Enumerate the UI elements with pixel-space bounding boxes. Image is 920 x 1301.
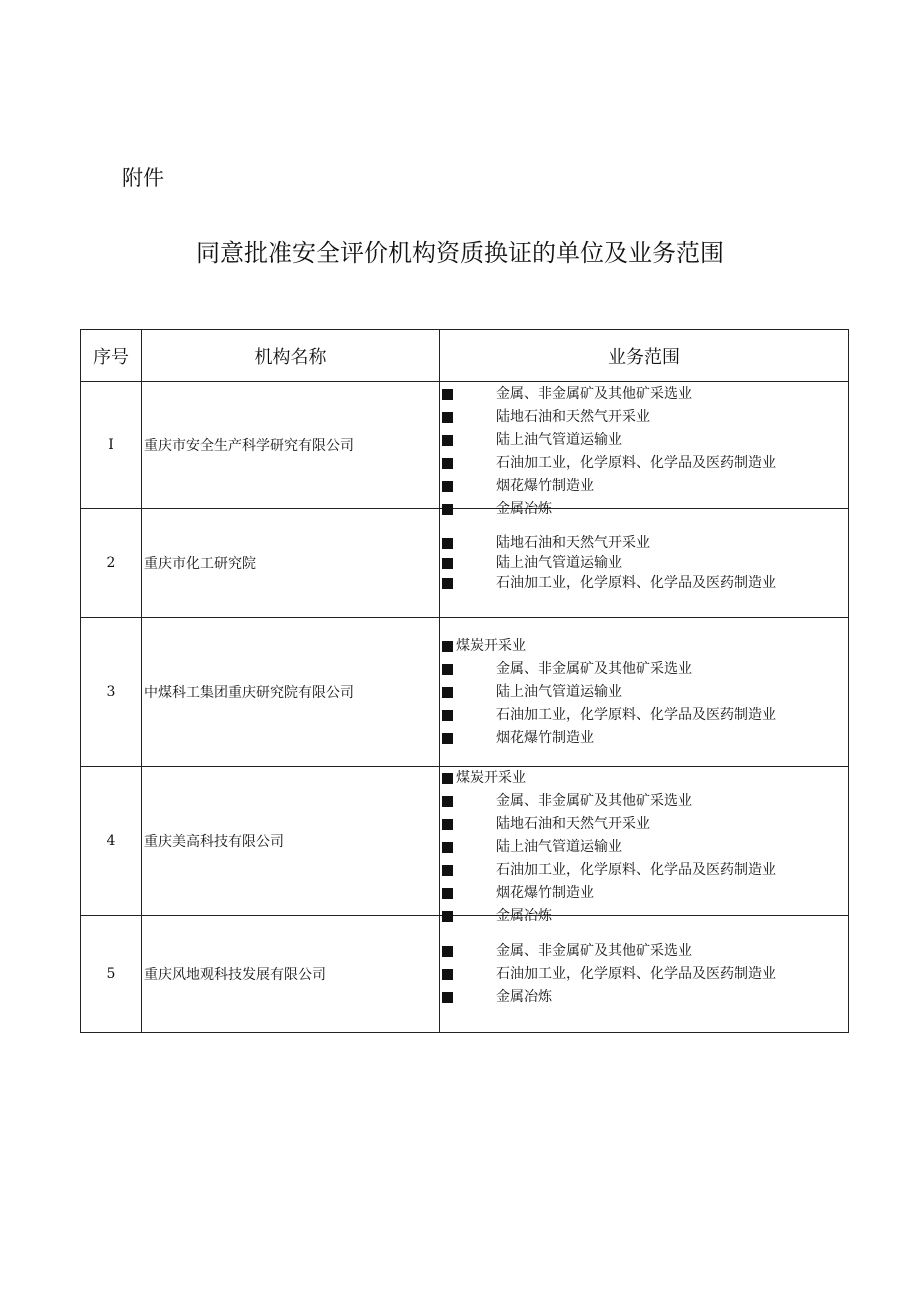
row-organization-name: 中煤科工集团重庆研究院有限公司 [142,618,440,766]
scope-item: 石油加工业，化学原料、化学品及医药制造业 [442,573,848,593]
scope-item: 石油加工业，化学原料、化学品及医药制造业 [442,452,848,475]
square-bullet-icon [442,710,453,721]
table-row [81,915,848,1032]
row-serial-number: I [81,382,142,508]
square-bullet-icon [442,865,453,876]
scope-item: 烟花爆竹制造业 [442,475,848,498]
row-organization-name: 重庆市化工研究院 [142,509,440,617]
square-bullet-icon [442,888,453,899]
square-bullet-icon [442,458,453,469]
row-serial-number: 5 [81,916,142,1032]
row-serial-number: 4 [81,767,142,915]
square-bullet-icon [442,435,453,446]
qualification-table [80,329,849,1033]
scope-item: 石油加工业，化学原料、化学品及医药制造业 [442,859,848,882]
scope-item: 烟花爆竹制造业 [442,727,848,750]
square-bullet-icon [442,687,453,698]
row-serial-number: 3 [81,618,142,766]
row-business-scope [440,916,848,1032]
square-bullet-icon [442,664,453,675]
row-business-scope [440,509,848,617]
scope-item: 烟花爆竹制造业 [442,882,848,905]
square-bullet-icon [442,481,453,492]
scope-item: 煤炭开采业 [442,635,848,658]
scope-item: 金属冶炼 [442,498,848,521]
row-business-scope [440,767,848,924]
scope-item: 陆地石油和天然气开采业 [442,813,848,836]
square-bullet-icon [442,538,453,549]
row-organization-name: 重庆美高科技有限公司 [142,767,440,915]
scope-item: 石油加工业，化学原料、化学品及医药制造业 [442,704,848,727]
square-bullet-icon [442,842,453,853]
row-organization-name: 重庆风地观科技发展有限公司 [142,916,440,1032]
square-bullet-icon [442,969,453,980]
square-bullet-icon [442,389,453,400]
scope-item: 陆地石油和天然气开采业 [442,533,848,553]
square-bullet-icon [442,733,453,744]
scope-item: 金属、非金属矿及其他矿采选业 [442,658,848,681]
row-business-scope [440,618,848,766]
square-bullet-icon [442,558,453,569]
scope-item: 金属冶炼 [442,986,848,1009]
header-organization-name: 机构名称 [142,330,440,381]
scope-item: 陆上油气管道运输业 [442,681,848,704]
row-business-scope [440,382,848,517]
header-serial-number: 序号 [81,330,142,381]
square-bullet-icon [442,819,453,830]
square-bullet-icon [442,578,453,589]
table-row [81,508,848,617]
scope-item: 陆上油气管道运输业 [442,553,848,573]
square-bullet-icon [442,412,453,423]
square-bullet-icon [442,641,453,652]
scope-item: 金属、非金属矿及其他矿采选业 [442,790,848,813]
row-organization-name: 重庆市安全生产科学研究有限公司 [142,382,440,508]
scope-item: 煤炭开采业 [442,767,848,790]
row-serial-number: 2 [81,509,142,617]
scope-item: 石油加工业，化学原料、化学品及医药制造业 [442,963,848,986]
table-row [81,617,848,766]
table-row [81,381,848,517]
header-business-scope: 业务范围 [608,346,680,368]
scope-item: 金属、非金属矿及其他矿采选业 [442,383,848,406]
attachment-label: 附件 [122,166,164,190]
scope-item: 陆上油气管道运输业 [442,429,848,452]
table-header-row [81,330,848,381]
table-row [81,766,848,924]
scope-item: 陆地石油和天然气开采业 [442,406,848,429]
square-bullet-icon [442,992,453,1003]
square-bullet-icon [442,796,453,807]
scope-item: 金属冶炼 [442,905,848,928]
square-bullet-icon [442,946,453,957]
scope-item: 陆上油气管道运输业 [442,836,848,859]
scope-item: 金属、非金属矿及其他矿采选业 [442,940,848,963]
document-title: 同意批准安全评价机构资质换证的单位及业务范围 [196,239,724,267]
square-bullet-icon [442,773,453,784]
